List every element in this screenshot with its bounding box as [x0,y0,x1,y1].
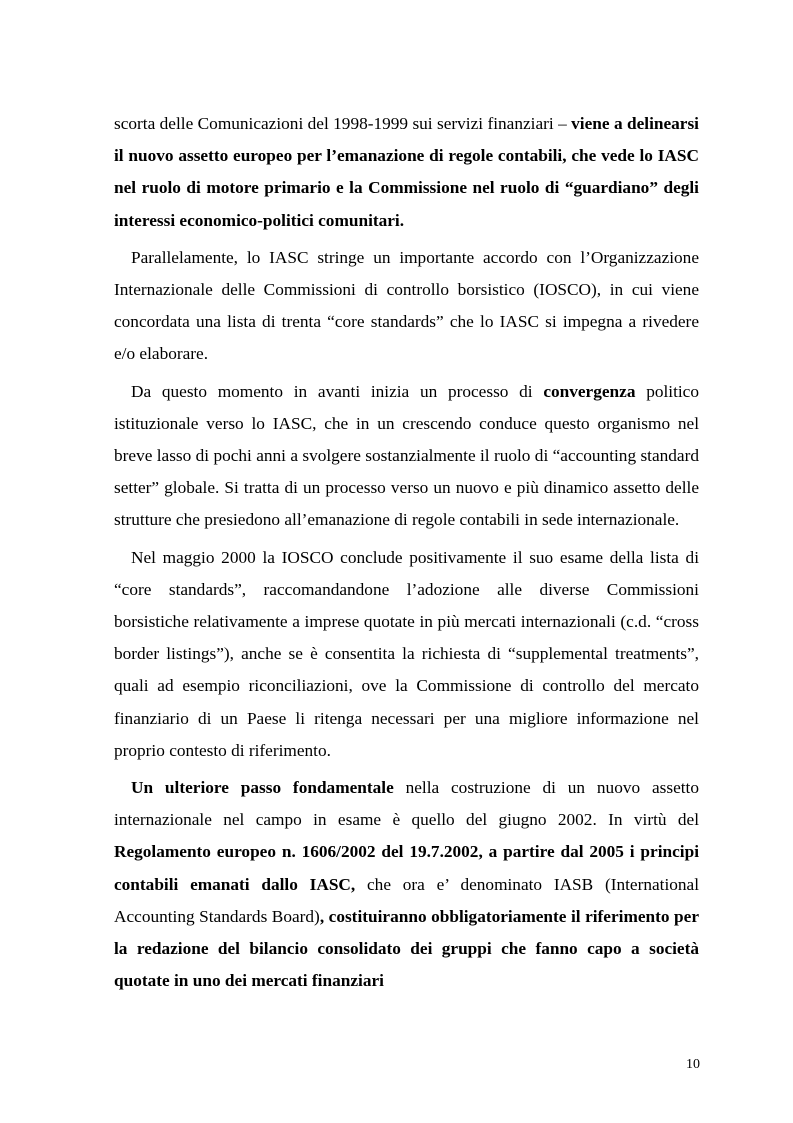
text-segment: nella costruzione di un nuovo assetto internazionale nel campo in esame è quello del giugno 2002. In virtù del [114,778,699,830]
text-segment-bold: , costituiranno obbligatoriamente il riferimento per la redazione del bilancio consolidato dei gruppi che fanno capo a società quotate in uno dei mercati finanziari [114,906,699,991]
text-segment-bold: Regolamento europeo n. 1606/2002 del 19.7.2002, a partire dal 2005 i principi contabili emanati dallo IASC, [114,842,699,894]
paragraph-1 [114,108,699,237]
page-number: 10 [686,1057,700,1072]
text-segment: scorta delle Comunicazioni del 1998-1999 sui servizi finanziari – [114,114,572,133]
paragraph-5 [114,772,699,997]
document-body [114,108,699,1002]
text-segment: Nel maggio 2000 la IOSCO conclude positivamente il suo esame della lista di “core standards”, raccomandandone l’adozione alle diverse Commissioni borsistiche relativamente a imprese quotate in più mercati internazionali (c.d. “cross border listings”), anche se è consentita la richiesta di “supplemental treatments”, quali ad esempio riconciliazioni, ove la Commissione di controllo del mercato finanziario di un Paese li ritenga necessari per una migliore informazione nel proprio contesto di riferimento. [114,547,699,760]
text-segment-bold: viene a delinearsi il nuovo assetto europeo per l’emanazione di regole contabili, che vede lo IASC nel ruolo di motore primario e la Commissione nel ruolo di “guardiano” degli interessi economico-politici comunitari. [114,114,699,230]
paragraph-2 [114,242,699,371]
text-segment: politico istituzionale verso lo IASC, che in un crescendo conduce questo organismo nel breve lasso di pochi anni a svolgere sostanzialmente il ruolo di “accounting standard setter” globale. Si tratta di un processo verso un nuovo e più dinamico assetto delle strutture che presiedono all’emanazione di regole contabili in sede internazionale. [114,381,699,530]
text-segment-bold: Un ulteriore passo fondamentale [131,778,394,798]
text-segment: Parallelamente, lo IASC stringe un importante accordo con l’Organizzazione Internazionale delle Commissioni di controllo borsistico (IOSCO), in cui viene concordata una lista di trenta “core standards” che lo IASC si impegna a rivedere e/o elaborare. [114,247,699,364]
text-segment: che ora e’ denominato IASB (International Accounting Standards Board) [114,874,699,926]
text-segment-bold: convergenza [543,381,636,401]
text-segment: Da questo momento in avanti inizia un processo di [131,381,544,401]
paragraph-4 [114,542,699,767]
paragraph-3 [114,376,699,537]
